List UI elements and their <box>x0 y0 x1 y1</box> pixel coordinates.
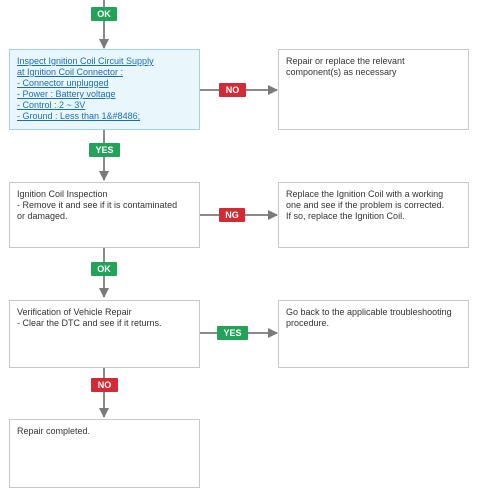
no-badge-2: NO <box>91 378 118 392</box>
verification-line-1: Verification of Vehicle Repair <box>17 307 132 317</box>
replace-line-3: If so, replace the Ignition Coil. <box>286 211 405 221</box>
inspect-circuit-supply-box[interactable] <box>9 49 200 130</box>
coil-inspection-box <box>9 182 200 248</box>
inspect-line-3[interactable]: - Connector unplugged <box>17 78 109 88</box>
go-back-box <box>278 300 469 368</box>
inspect-line-1[interactable]: Inspect Ignition Coil Circuit Supply <box>17 56 154 66</box>
inspect-line-6[interactable]: - Ground : Less than 1&#8486; <box>17 111 141 121</box>
repair-line-2: component(s) as necessary <box>286 67 397 77</box>
repair-line-1: Repair or replace the relevant <box>286 56 405 66</box>
coil-line-2: - Remove it and see if it is contaminated <box>17 200 178 210</box>
repair-completed-box <box>9 419 200 488</box>
no-badge-1: NO <box>219 83 246 97</box>
verification-line-2: - Clear the DTC and see if it returns. <box>17 318 162 328</box>
replace-line-1: Replace the Ignition Coil with a working <box>286 189 444 199</box>
replace-line-2: one and see if the problem is corrected. <box>286 200 445 210</box>
coil-line-1: Ignition Coil Inspection <box>17 189 108 199</box>
yes-badge-2: YES <box>217 326 248 340</box>
ok-badge-2: OK <box>91 262 117 276</box>
repair-replace-box <box>278 49 469 130</box>
inspect-line-5[interactable]: - Control : 2 ~ 3V <box>17 100 86 110</box>
inspect-line-4[interactable]: - Power : Battery voltage <box>17 89 116 99</box>
completed-line-1: Repair completed. <box>17 426 91 436</box>
go-back-line-2: procedure. <box>286 318 330 328</box>
yes-badge-1: YES <box>89 143 120 157</box>
replace-coil-box <box>278 182 469 248</box>
go-back-line-1: Go back to the applicable troubleshooting <box>286 307 452 317</box>
verification-box <box>9 300 200 368</box>
ng-badge: NG <box>219 208 245 222</box>
ok-badge-top: OK <box>91 7 117 21</box>
coil-line-3: or damaged. <box>17 211 68 221</box>
inspect-line-2[interactable]: at Ignition Coil Connector : <box>17 67 124 77</box>
